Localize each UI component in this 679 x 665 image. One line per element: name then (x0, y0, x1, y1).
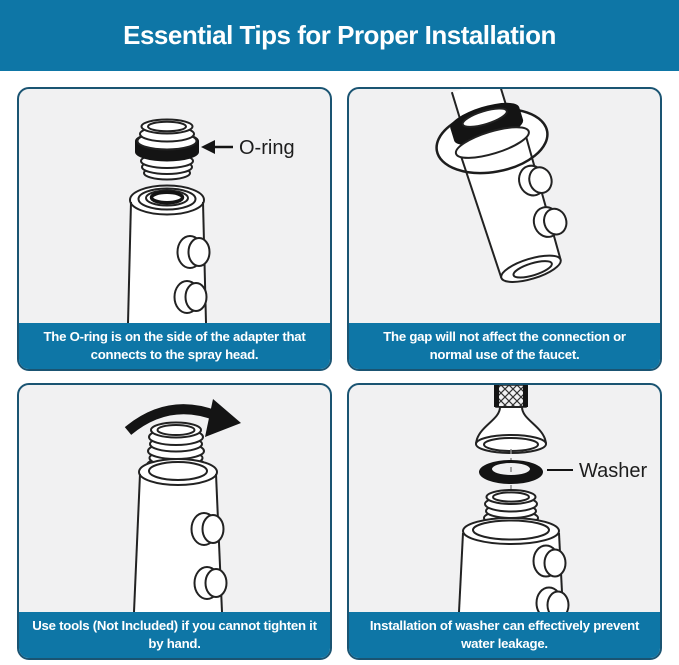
panel-washer-install (347, 383, 662, 660)
spray-head (128, 186, 210, 324)
washer-drawing (349, 385, 660, 612)
washer-illustration (349, 385, 660, 612)
caption-bar (19, 612, 330, 658)
oring-label: O-ring (239, 137, 295, 159)
hose-nut (476, 407, 546, 453)
panel-tighten-by-hand (17, 383, 332, 660)
caption-bar (349, 323, 660, 369)
spray-head (459, 518, 569, 612)
panel-gap-notice (347, 87, 662, 371)
caption-bar (19, 323, 330, 369)
spray-button (195, 567, 227, 599)
spray-button (175, 281, 207, 313)
caption-text: Installation of washer can effectively prevent water leakage. (369, 618, 640, 651)
spray-head (134, 459, 227, 612)
spray-button (178, 236, 210, 268)
header-banner (0, 0, 679, 71)
oring-illustration (19, 89, 330, 323)
spray-button (537, 588, 569, 613)
adapter-with-oring (135, 120, 199, 180)
spray-button (192, 513, 224, 545)
oring-pointer-arrow (201, 140, 233, 154)
panel-oring-location (17, 87, 332, 371)
gap-illustration (349, 89, 660, 323)
caption-text: The O-ring is on the side of the adapter that connects to the spray head. (43, 329, 306, 362)
washer-label: Washer (579, 460, 648, 482)
oring-adapter-drawing (19, 89, 330, 323)
tips-grid (0, 87, 679, 660)
gap-wand-drawing (349, 89, 660, 323)
braided-hose (494, 385, 528, 407)
caption-text: The gap will not affect the connection or normal use of the faucet. (383, 329, 626, 362)
caption-text: Use tools (Not Included) if you cannot tighten it by hand. (32, 618, 317, 651)
tighten-illustration (19, 385, 330, 612)
page-title: Essential Tips for Proper Installation (123, 20, 556, 50)
tighten-drawing (19, 385, 330, 612)
caption-bar (349, 612, 660, 658)
